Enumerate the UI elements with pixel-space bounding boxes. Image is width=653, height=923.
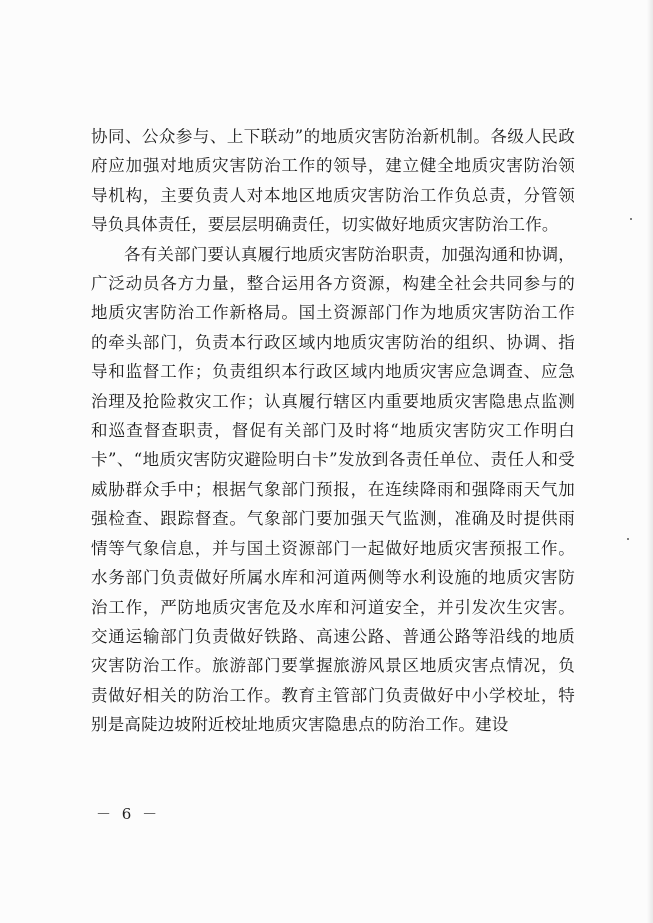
document-body (91, 122, 575, 740)
page-number: － 6 － (96, 805, 161, 823)
scan-speck (627, 538, 629, 540)
paragraph-continuation: 协同、公众参与、上下联动”的地质灾害防治新机制。各级人民政府应加强对地质灾害防治工作的领导，建立健全地质灾害防治领导机构，主要负责人对本地区地质灾害防治工作负总责，分管领导负具体责任，要层层明确责任，切实做好地质灾害防治工作。 (91, 127, 575, 235)
page-edge-shadow (647, 0, 653, 923)
scan-speck (630, 218, 632, 220)
paragraph-responsibilities: 各有关部门要认真履行地质灾害防治职责，加强沟通和协调，广泛动员各方力量，整合运用各方资源，构建全社会共同参与的地质灾害防治工作新格局。国土资源部门作为地质灾害防治工作的牵头部门，负责本行政区域内地质灾害防治的组织、协调、指导和监督工作；负责组织本行政区域内地质灾害应急调查、应急治理及抢险救灾工作；认真履行辖区内重要地质灾害隐患点监测和巡查督查职责，督促有关部门及时将“地质灾害防灾工作明白卡”、“地质灾害防灾避险明白卡”发放到各责任单位、责任人和受威胁群众手中；根据气象部门预报，在连续降雨和强降雨天气加强检查、跟踪督查。气象部门要加强天气监测，准确及时提供雨情等气象信息，并与国土资源部门一起做好地质灾害预报工作。水务部门负责做好所属水库和河道两侧等水利设施的地质灾害防治工作，严防地质灾害危及水库和河道安全，并引发次生灾害。交通运输部门负责做好铁路、高速公路、普通公路等沿线的地质灾害防治工作。旅游部门要掌握旅游风景区地质灾害点情况，负责做好相关的防治工作。教育主管部门负责做好中小学校址，特别是高陡边坡附近校址地质灾害隐患点的防治工作。建设 (91, 244, 575, 735)
